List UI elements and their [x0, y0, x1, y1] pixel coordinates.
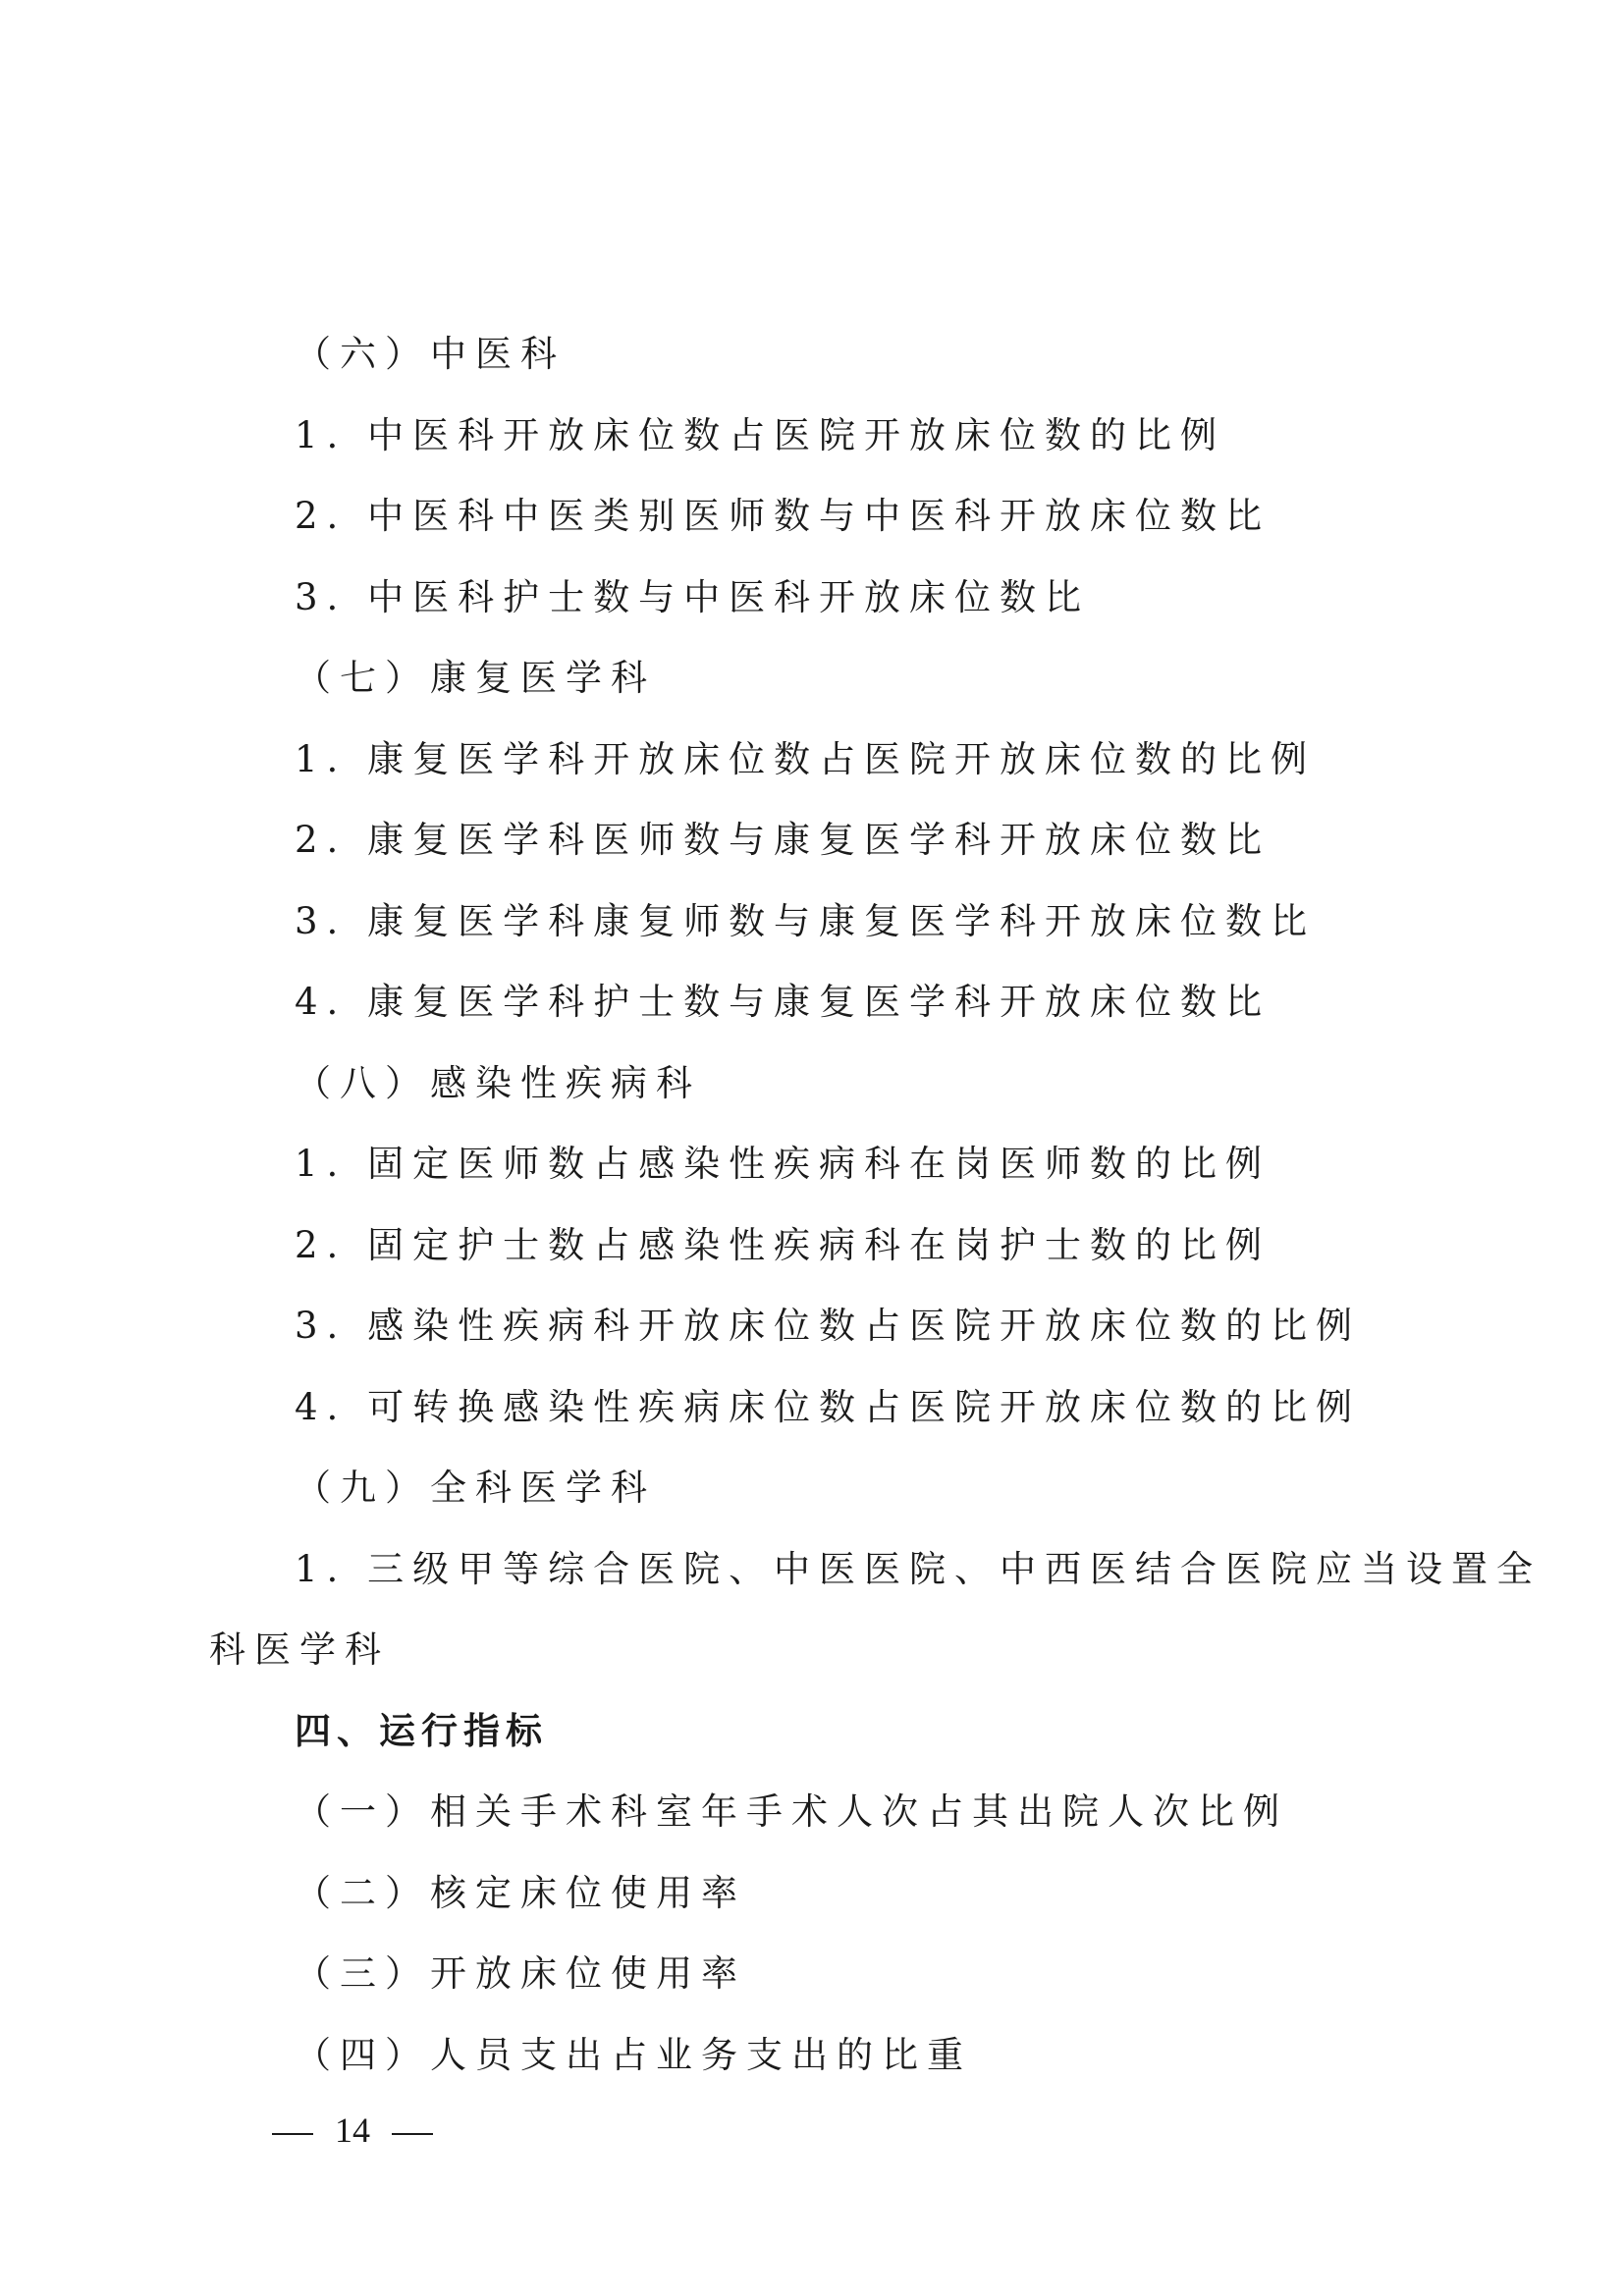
list-item: 1. 三级甲等综合医院、中医医院、中西医结合医院应当设置全: [295, 1548, 1543, 1590]
list-item: 2. 中医科中医类别医师数与中医科开放床位数比: [295, 495, 1272, 537]
list-item: 2. 固定护士数占感染性疾病科在岗护士数的比例: [295, 1224, 1272, 1266]
list-item: 4. 康复医学科护士数与康复医学科开放床位数比: [295, 981, 1272, 1023]
list-item: 1. 固定医师数占感染性疾病科在岗医师数的比例: [295, 1143, 1272, 1185]
list-item: 1. 康复医学科开放床位数占医院开放床位数的比例: [295, 738, 1317, 780]
list-item: 3. 感染性疾病科开放床位数占医院开放床位数的比例: [295, 1305, 1362, 1347]
list-item: 1. 中医科开放床位数占医院开放床位数的比例: [295, 414, 1226, 456]
section-heading-infectious: （八）感染性疾病科: [295, 1062, 701, 1104]
chapter-heading: 四、运行指标: [295, 1710, 548, 1752]
list-item: 2. 康复医学科医师数与康复医学科开放床位数比: [295, 819, 1272, 861]
page-number-value: 14: [335, 2110, 370, 2150]
page-number: [250, 2108, 455, 2153]
list-item: 3. 康复医学科康复师数与康复医学科开放床位数比: [295, 900, 1317, 942]
list-item: （四）人员支出占业务支出的比重: [295, 2034, 972, 2076]
dash-right: [392, 2133, 433, 2135]
section-heading-tcm: （六）中医科: [295, 333, 566, 375]
list-item: 4. 可转换感染性疾病床位数占医院开放床位数的比例: [295, 1386, 1362, 1428]
dash-left: [272, 2133, 313, 2135]
list-item-continuation: 科医学科: [209, 1629, 390, 1671]
section-heading-general: （九）全科医学科: [295, 1467, 656, 1509]
list-item: （一）相关手术科室年手术人次占其出院人次比例: [295, 1790, 1288, 1833]
list-item: （二）核定床位使用率: [295, 1872, 746, 1914]
list-item: （三）开放床位使用率: [295, 1952, 746, 1995]
list-item: 3. 中医科护士数与中医科开放床位数比: [295, 576, 1091, 618]
section-heading-rehab: （七）康复医学科: [295, 657, 656, 699]
